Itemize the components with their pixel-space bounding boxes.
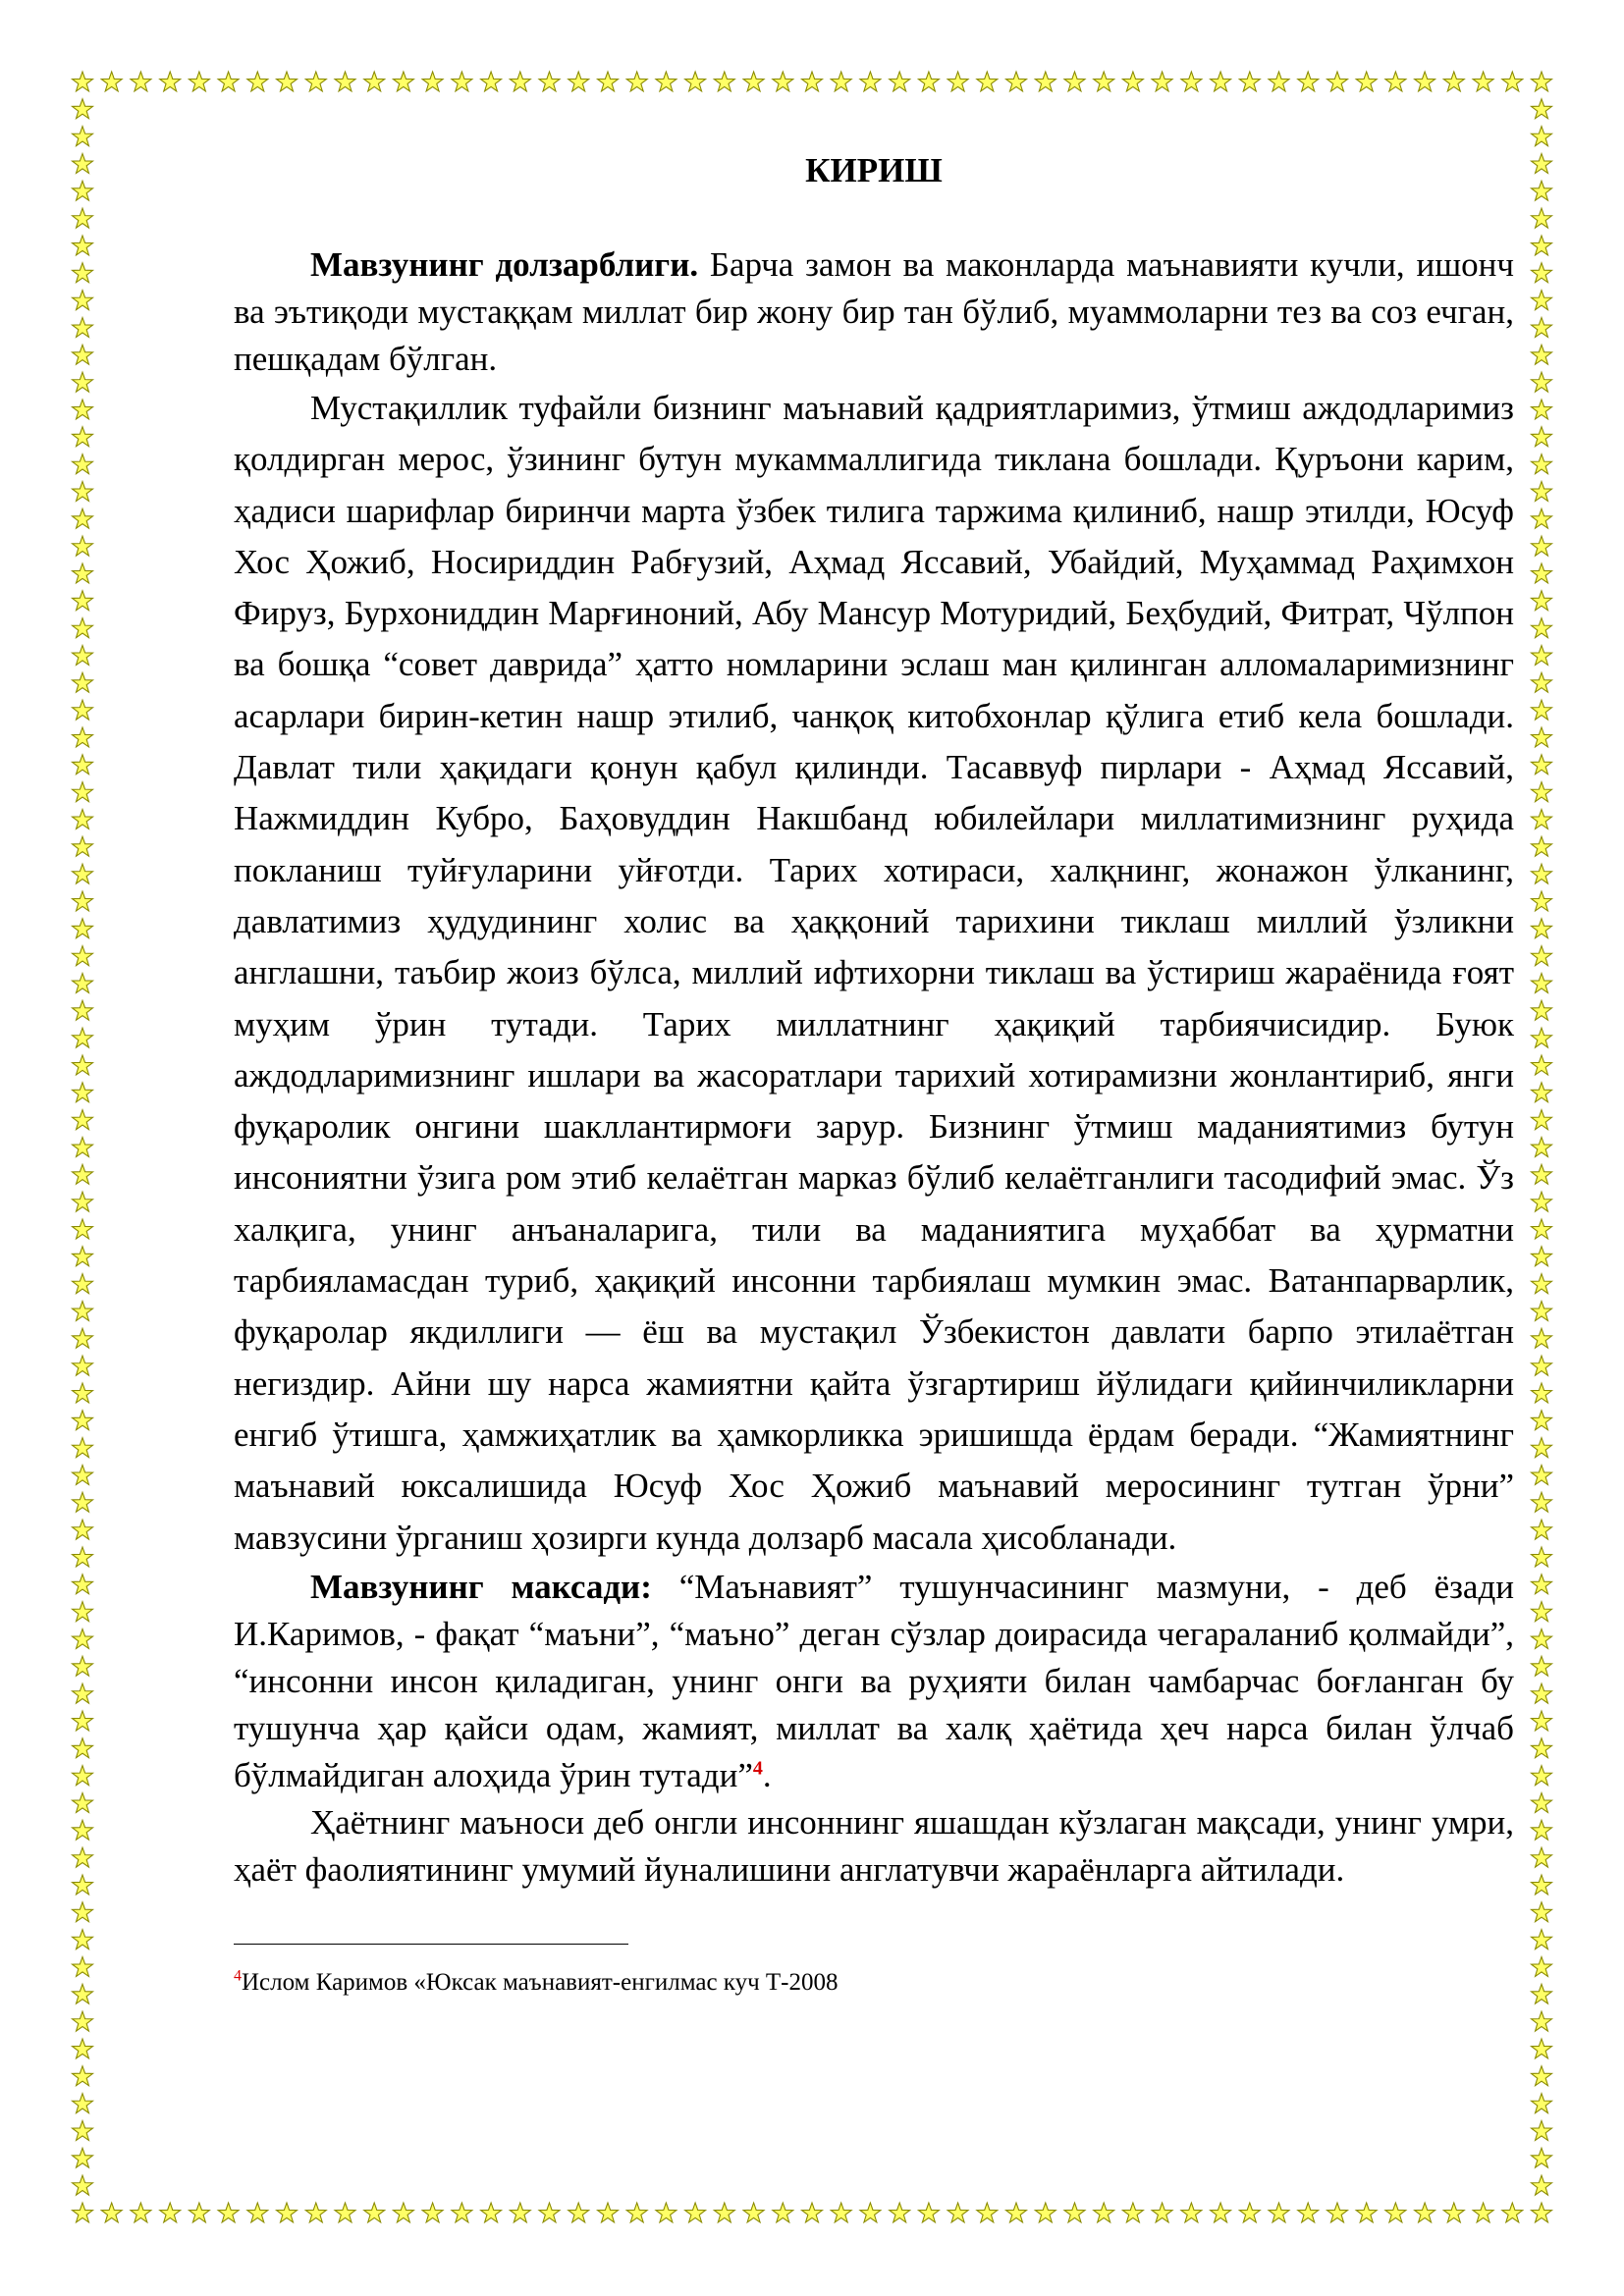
star-icon bbox=[1532, 755, 1552, 774]
star-icon bbox=[73, 1219, 93, 1239]
star-icon bbox=[773, 72, 793, 91]
footnote bbox=[234, 1966, 1514, 2000]
star-icon bbox=[1532, 1164, 1552, 1184]
star-icon bbox=[73, 946, 93, 966]
star-icon bbox=[1532, 1629, 1552, 1649]
star-icon bbox=[656, 72, 677, 91]
star-icon bbox=[1532, 1738, 1552, 1758]
star-icon bbox=[1532, 1793, 1552, 1813]
star-icon bbox=[1532, 1192, 1552, 1211]
star-icon bbox=[802, 72, 823, 91]
star-icon bbox=[160, 72, 181, 91]
star-icon bbox=[73, 727, 93, 747]
relevance-text: Барча замон ва маконларда маънавияти кучли, ишонч ва эътиқоди мустаққам миллат бир жону бир тан бўлиб, муаммоларни тез ва соз ечган, пешқадам бўлган. bbox=[234, 245, 1514, 378]
star-icon bbox=[1532, 2203, 1552, 2222]
star-icon bbox=[1152, 72, 1172, 91]
star-icon bbox=[743, 72, 764, 91]
star-icon bbox=[1532, 1602, 1552, 1622]
star-icon bbox=[1532, 1438, 1552, 1458]
star-icon bbox=[452, 72, 472, 91]
star-icon bbox=[1532, 154, 1552, 174]
star-icon bbox=[743, 2203, 764, 2222]
star-icon bbox=[1298, 2203, 1319, 2222]
star-icon bbox=[1532, 1328, 1552, 1348]
star-icon bbox=[73, 1738, 93, 1758]
star-icon bbox=[73, 1138, 93, 1157]
star-icon bbox=[1473, 72, 1493, 91]
star-icon bbox=[73, 263, 93, 283]
star-icon bbox=[73, 2011, 93, 2031]
star-icon bbox=[73, 1902, 93, 1922]
star-icon bbox=[714, 2203, 734, 2222]
star-icon bbox=[364, 2203, 385, 2222]
star-icon bbox=[1532, 1110, 1552, 1130]
star-icon bbox=[1035, 2203, 1056, 2222]
star-icon bbox=[160, 2203, 181, 2222]
star-icon bbox=[101, 72, 122, 91]
star-icon bbox=[73, 1055, 93, 1075]
star-icon bbox=[73, 1192, 93, 1211]
star-icon bbox=[1532, 1683, 1552, 1703]
star-icon bbox=[1532, 72, 1552, 91]
star-icon bbox=[73, 1466, 93, 1485]
star-icon bbox=[189, 2203, 209, 2222]
star-icon bbox=[1532, 1000, 1552, 1020]
star-icon bbox=[73, 154, 93, 174]
star-icon bbox=[277, 72, 298, 91]
purpose-heading: Мавзунинг максади: bbox=[310, 1567, 652, 1606]
star-icon bbox=[73, 1875, 93, 1895]
star-icon bbox=[1385, 72, 1406, 91]
star-icon bbox=[1532, 127, 1552, 146]
star-icon bbox=[1532, 2121, 1552, 2141]
star-icon bbox=[1532, 618, 1552, 638]
star-icon bbox=[1415, 72, 1435, 91]
footnote-reference[interactable]: 4 bbox=[752, 1757, 763, 1780]
star-icon bbox=[918, 72, 939, 91]
star-icon bbox=[1122, 2203, 1143, 2222]
star-icon bbox=[73, 345, 93, 364]
star-icon bbox=[1181, 2203, 1202, 2222]
star-icon bbox=[277, 2203, 298, 2222]
star-icon bbox=[73, 1711, 93, 1731]
star-icon bbox=[1532, 1247, 1552, 1266]
star-icon bbox=[1532, 672, 1552, 692]
star-icon bbox=[1532, 1875, 1552, 1895]
star-icon bbox=[452, 2203, 472, 2222]
star-icon bbox=[1532, 345, 1552, 364]
star-icon bbox=[626, 72, 647, 91]
star-icon bbox=[73, 1602, 93, 1622]
star-icon bbox=[73, 1083, 93, 1102]
purpose-end: . bbox=[762, 1755, 772, 1794]
star-icon bbox=[73, 1438, 93, 1458]
star-icon bbox=[714, 72, 734, 91]
star-icon bbox=[73, 1656, 93, 1676]
star-icon bbox=[73, 1274, 93, 1294]
star-icon bbox=[1532, 1274, 1552, 1294]
star-icon bbox=[335, 72, 355, 91]
star-icon bbox=[685, 72, 706, 91]
star-icon bbox=[1532, 1711, 1552, 1731]
star-icon bbox=[1385, 2203, 1406, 2222]
star-icon bbox=[1443, 2203, 1464, 2222]
footnote-mark: 4 bbox=[234, 1967, 242, 1985]
star-icon bbox=[1269, 72, 1289, 91]
star-icon bbox=[73, 782, 93, 802]
star-icon bbox=[73, 563, 93, 583]
purpose-paragraph bbox=[234, 1564, 1514, 1799]
star-icon bbox=[1532, 919, 1552, 938]
star-icon bbox=[101, 2203, 122, 2222]
star-icon bbox=[73, 1766, 93, 1786]
star-icon bbox=[1532, 1219, 1552, 1239]
star-icon bbox=[73, 1984, 93, 2003]
star-icon bbox=[73, 974, 93, 993]
star-icon bbox=[1122, 72, 1143, 91]
star-icon bbox=[73, 1328, 93, 1348]
main-paragraph: Мустақиллик туфайли бизнинг маънавий қадриятларимиз, ўтмиш аждодларимиз қолдирган мерос, ўзининг бутун мукаммаллигида тиклана бошлади. Қуръони карим, ҳадиси шарифлар биринчи марта ўзбек тилига таржима қилиниб, нашр этилди, Юсуф Хос Ҳожиб, Носириддин Рабғузий, Аҳмад Яссавий, Убайдий, Муҳаммад Раҳимхон Фируз, Бурхониддин Марғиноний, Абу Мансур Мотуридий, Беҳбудий, Фитрат, Чўлпон ва бошқа “совет даврида” ҳатто номларини эслаш ман қилинган алломаларимизнинг асарлари бирин-кетин нашр этилиб, чанқоқ китобхонлар қўлига етиб кела бошлади. Давлат тили ҳақидаги қонун қабул қилинди. Тасаввуф пирлари - Аҳмад Яссавий, Нажмиддин Кубро, Баҳовуддин Накшбанд юбилейлари миллатимизнинг руҳида покланиш туйғуларини уйғотди. Тарих хотираси, халқнинг, жонажон ўлканинг, давлатимиз ҳудудининг холис ва ҳаққоний тарихини тиклаш миллий ўзликни англашни, таъбир жоиз бўлса, миллий ифтихорни тиклаш ва ўстириш жараёнида ғоят муҳим ўрин тутади. Тарих миллатнинг ҳақиқий тарбиячисидир. Буюк аждодларимизнинг ишлари ва жасоратлари тарихий хотирамизни жонлантириб, янги фуқаролик онгини шакллантирмоғи зарур. Бизнинг ўтмиш маданиятимиз бутун инсониятни ўзига ром этиб келаётган марказ бўлиб келаётганлиги тасодифий эмас. Ўз халқига, унинг анъаналарига, тили ва маданиятига муҳаббат ва ҳурматни тарбияламасдан туриб, ҳақиқий инсонни тарбиялаш мумкин эмас. Ватанпарварлик, фуқаролар якдиллиги — ёш ва мустақил Ўзбекистон давлати барпо этилаётган негиздир. Айни шу нарса жамиятни қайта ўзгартириш йўлидаги қийинчиликларни енгиб ўтишга, ҳамжиҳатлик ва ҳамкорликка эришишда ёрдам беради. “Жамиятнинг маънавий юксалишида Юсуф Хос Ҳожиб маънавий меросининг тутган ўрни” мавзусини ўрганиш ҳозирги кунда долзарб масала ҳисобланади. bbox=[234, 389, 1514, 1557]
star-icon bbox=[73, 836, 93, 856]
star-icon bbox=[481, 2203, 502, 2222]
star-icon bbox=[1532, 1028, 1552, 1047]
star-icon bbox=[481, 72, 502, 91]
star-icon bbox=[860, 2203, 881, 2222]
star-icon bbox=[1532, 318, 1552, 338]
star-icon bbox=[73, 508, 93, 528]
star-icon bbox=[73, 2203, 93, 2222]
star-icon bbox=[1532, 1847, 1552, 1867]
star-icon bbox=[831, 2203, 851, 2222]
star-icon bbox=[73, 1930, 93, 1949]
star-icon bbox=[422, 2203, 443, 2222]
star-icon bbox=[890, 72, 910, 91]
relevance-heading: Мавзунинг долзарблиги. bbox=[310, 245, 699, 284]
star-icon bbox=[73, 2175, 93, 2195]
star-icon bbox=[73, 72, 93, 91]
star-icon bbox=[73, 536, 93, 556]
star-icon bbox=[73, 99, 93, 119]
star-icon bbox=[1327, 72, 1348, 91]
star-icon bbox=[1532, 1138, 1552, 1157]
star-icon bbox=[1532, 2011, 1552, 2031]
star-icon bbox=[1532, 2066, 1552, 2086]
star-icon bbox=[73, 2121, 93, 2141]
star-icon bbox=[247, 2203, 268, 2222]
star-icon bbox=[73, 482, 93, 502]
star-icon bbox=[510, 72, 530, 91]
star-icon bbox=[73, 1629, 93, 1649]
star-icon bbox=[189, 72, 209, 91]
star-icon bbox=[1532, 782, 1552, 802]
star-icon bbox=[247, 72, 268, 91]
star-icon bbox=[73, 291, 93, 310]
star-icon bbox=[1532, 2094, 1552, 2113]
star-icon bbox=[1502, 72, 1523, 91]
star-icon bbox=[1532, 1083, 1552, 1102]
star-icon bbox=[1532, 1302, 1552, 1321]
star-icon bbox=[1532, 1957, 1552, 1977]
life-meaning-paragraph: Ҳаётнинг маъноси деб онгли инсоннинг яшашдан кўзлаган мақсади, унинг умри, ҳаёт фаолиятининг умумий йуналишини англатувчи жараёнларга айтилади. bbox=[234, 1802, 1514, 1889]
star-icon bbox=[422, 72, 443, 91]
star-icon bbox=[73, 1793, 93, 1813]
star-icon bbox=[918, 2203, 939, 2222]
star-icon bbox=[73, 1302, 93, 1321]
star-icon bbox=[1211, 2203, 1231, 2222]
star-icon bbox=[364, 72, 385, 91]
star-icon bbox=[598, 2203, 619, 2222]
star-icon bbox=[1532, 974, 1552, 993]
star-icon bbox=[1211, 72, 1231, 91]
star-icon bbox=[73, 318, 93, 338]
star-icon bbox=[510, 2203, 530, 2222]
star-icon bbox=[73, 2039, 93, 2058]
star-icon bbox=[539, 72, 560, 91]
star-icon bbox=[1532, 372, 1552, 392]
star-icon bbox=[73, 2094, 93, 2113]
star-icon bbox=[568, 2203, 589, 2222]
star-icon bbox=[1532, 1902, 1552, 1922]
star-icon bbox=[1035, 72, 1056, 91]
star-icon bbox=[890, 2203, 910, 2222]
star-icon bbox=[626, 2203, 647, 2222]
star-icon bbox=[73, 1520, 93, 1539]
star-icon bbox=[73, 208, 93, 228]
page-title: КИРИШ bbox=[805, 151, 943, 189]
star-icon bbox=[73, 1847, 93, 1867]
star-icon bbox=[1269, 2203, 1289, 2222]
star-icon bbox=[335, 2203, 355, 2222]
star-icon bbox=[73, 646, 93, 666]
star-icon bbox=[1532, 2148, 1552, 2167]
star-icon bbox=[73, 127, 93, 146]
star-icon bbox=[218, 2203, 239, 2222]
star-icon bbox=[73, 1356, 93, 1375]
star-icon bbox=[1532, 591, 1552, 611]
star-icon bbox=[1532, 291, 1552, 310]
star-icon bbox=[539, 2203, 560, 2222]
star-icon bbox=[1006, 2203, 1027, 2222]
star-icon bbox=[1532, 1356, 1552, 1375]
star-icon bbox=[73, 1411, 93, 1430]
star-icon bbox=[73, 1683, 93, 1703]
star-icon bbox=[73, 2148, 93, 2167]
star-icon bbox=[1532, 1466, 1552, 1485]
star-icon bbox=[656, 2203, 677, 2222]
star-icon bbox=[1356, 2203, 1377, 2222]
star-icon bbox=[1532, 1492, 1552, 1512]
star-icon bbox=[73, 864, 93, 883]
star-icon bbox=[1473, 2203, 1493, 2222]
star-icon bbox=[1532, 1766, 1552, 1786]
star-icon bbox=[1532, 1930, 1552, 1949]
star-icon bbox=[73, 372, 93, 392]
star-icon bbox=[1006, 72, 1027, 91]
star-icon bbox=[1064, 72, 1085, 91]
star-icon bbox=[1532, 1547, 1552, 1567]
star-icon bbox=[73, 1492, 93, 1512]
star-icon bbox=[1532, 864, 1552, 883]
star-icon bbox=[1415, 2203, 1435, 2222]
star-icon bbox=[1239, 72, 1260, 91]
star-icon bbox=[1532, 1411, 1552, 1430]
star-icon bbox=[73, 1383, 93, 1403]
star-icon bbox=[1532, 236, 1552, 255]
star-icon bbox=[218, 72, 239, 91]
star-icon bbox=[1532, 646, 1552, 666]
star-icon bbox=[1152, 2203, 1172, 2222]
star-icon bbox=[1239, 2203, 1260, 2222]
star-icon bbox=[1532, 1820, 1552, 1840]
star-icon bbox=[860, 72, 881, 91]
footnote-separator bbox=[234, 1944, 628, 1945]
star-icon bbox=[73, 810, 93, 829]
footnote-text: Ислом Каримов «Юксак маънавият-енгилмас куч Т-2008 bbox=[242, 1968, 839, 1996]
star-icon bbox=[73, 591, 93, 611]
star-icon bbox=[73, 1820, 93, 1840]
star-icon bbox=[1443, 72, 1464, 91]
star-icon bbox=[73, 1000, 93, 1020]
star-icon bbox=[305, 2203, 326, 2222]
star-icon bbox=[1356, 72, 1377, 91]
star-icon bbox=[1532, 427, 1552, 447]
star-icon bbox=[73, 400, 93, 419]
star-icon bbox=[1094, 2203, 1114, 2222]
star-icon bbox=[1532, 1656, 1552, 1676]
star-icon bbox=[1532, 400, 1552, 419]
star-icon bbox=[802, 2203, 823, 2222]
star-icon bbox=[393, 2203, 413, 2222]
star-icon bbox=[73, 672, 93, 692]
star-icon bbox=[1532, 700, 1552, 720]
star-icon bbox=[1298, 72, 1319, 91]
star-icon bbox=[977, 72, 998, 91]
star-icon bbox=[773, 2203, 793, 2222]
star-icon bbox=[1532, 208, 1552, 228]
star-icon bbox=[73, 1110, 93, 1130]
star-icon bbox=[1094, 72, 1114, 91]
star-icon bbox=[1532, 1984, 1552, 2003]
star-icon bbox=[1532, 1055, 1552, 1075]
star-icon bbox=[393, 72, 413, 91]
star-icon bbox=[1532, 181, 1552, 200]
star-icon bbox=[598, 72, 619, 91]
star-icon bbox=[568, 72, 589, 91]
star-icon bbox=[73, 181, 93, 200]
star-icon bbox=[73, 427, 93, 447]
star-icon bbox=[305, 72, 326, 91]
star-icon bbox=[73, 1247, 93, 1266]
star-icon bbox=[73, 1028, 93, 1047]
relevance-paragraph bbox=[234, 241, 1514, 383]
star-icon bbox=[131, 72, 151, 91]
star-icon bbox=[1532, 836, 1552, 856]
star-icon bbox=[73, 236, 93, 255]
star-icon bbox=[977, 2203, 998, 2222]
star-icon bbox=[1532, 99, 1552, 119]
star-icon bbox=[1327, 2203, 1348, 2222]
star-icon bbox=[1181, 72, 1202, 91]
purpose-text: “Маънавият” тушунчасининг мазмуни, - деб ёзади И.Каримов, - фақат “маъни”, “маъно” деган сўзлар доирасида чегараланиб қолмайди”, “инсонни инсон қиладиган, унинг онги ва руҳияти билан чамбарчас боғланган бу тушунча ҳар қайси одам, жамият, миллат ва халқ ҳаётида ҳеч нарса билан ўлчаб бўлмайдиган алоҳида ўрин тутади” bbox=[234, 1567, 1515, 1794]
star-icon bbox=[1532, 727, 1552, 747]
star-icon bbox=[831, 72, 851, 91]
star-icon bbox=[131, 2203, 151, 2222]
star-icon bbox=[73, 454, 93, 474]
star-icon bbox=[1532, 563, 1552, 583]
star-icon bbox=[1532, 1575, 1552, 1594]
star-icon bbox=[685, 2203, 706, 2222]
star-icon bbox=[1532, 946, 1552, 966]
star-icon bbox=[1532, 454, 1552, 474]
star-icon bbox=[1502, 2203, 1523, 2222]
star-icon bbox=[1532, 263, 1552, 283]
star-icon bbox=[73, 891, 93, 911]
star-icon bbox=[1532, 2039, 1552, 2058]
star-icon bbox=[73, 1957, 93, 1977]
document-body bbox=[234, 147, 1514, 2000]
star-icon bbox=[1532, 482, 1552, 502]
star-icon bbox=[1532, 810, 1552, 829]
star-icon bbox=[73, 618, 93, 638]
star-icon bbox=[1532, 1520, 1552, 1539]
star-icon bbox=[1532, 508, 1552, 528]
star-icon bbox=[947, 72, 968, 91]
star-icon bbox=[73, 1164, 93, 1184]
star-icon bbox=[1532, 1383, 1552, 1403]
star-icon bbox=[73, 2066, 93, 2086]
star-icon bbox=[73, 755, 93, 774]
star-icon bbox=[73, 919, 93, 938]
star-icon bbox=[1064, 2203, 1085, 2222]
star-icon bbox=[73, 1547, 93, 1567]
star-icon bbox=[947, 2203, 968, 2222]
star-icon bbox=[1532, 891, 1552, 911]
star-icon bbox=[73, 1575, 93, 1594]
star-icon bbox=[73, 700, 93, 720]
star-icon bbox=[1532, 2175, 1552, 2195]
star-icon bbox=[1532, 536, 1552, 556]
